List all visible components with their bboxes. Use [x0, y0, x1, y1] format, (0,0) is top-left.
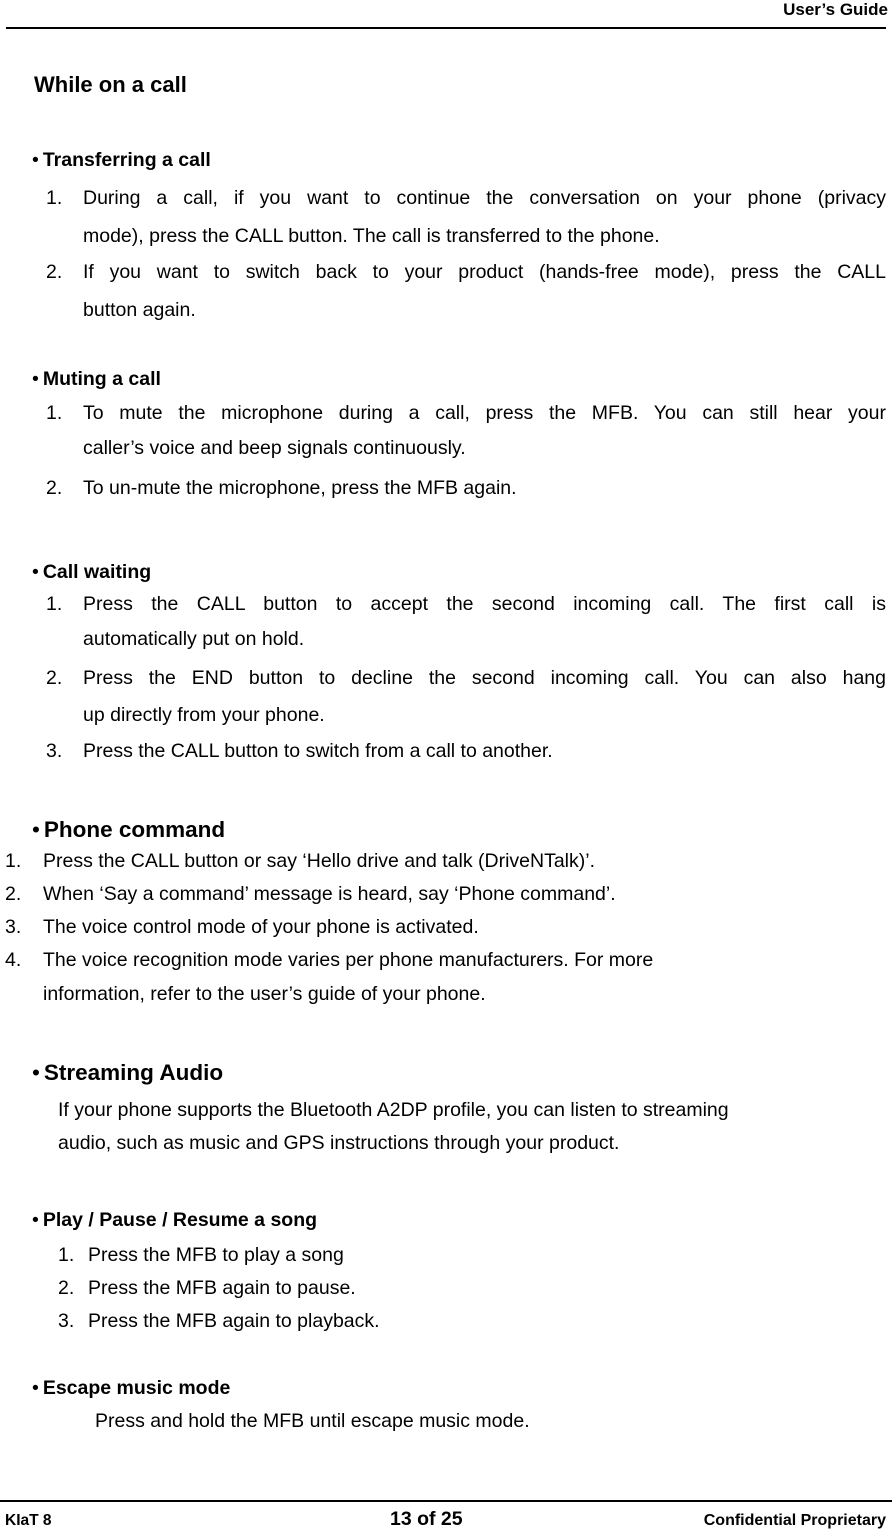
section-title-text: Call waiting [42, 561, 152, 583]
list-item-line: When ‘Say a command’ message is heard, say ‘Phone command’. [43, 883, 616, 905]
list-item-line: Press the MFB again to pause. [88, 1277, 356, 1299]
list-item-line: If you want to switch back to your product (hands-free mode), press the CALL [83, 261, 886, 283]
list-number: 2. [5, 883, 22, 905]
list-item-line: The voice recognition mode varies per phone manufacturers. For more [43, 949, 654, 971]
list-item-line: The voice control mode of your phone is activated. [43, 916, 479, 938]
list-number: 4. [5, 949, 22, 971]
list-number: 1. [46, 593, 63, 615]
list-number: 3. [46, 740, 63, 762]
list-number: 3. [5, 916, 22, 938]
bullet: • [32, 1209, 39, 1231]
list-item-line: Press the END button to decline the second incoming call. You can also hang [83, 667, 886, 689]
list-item-line: information, refer to the user’s guide of your phone. [43, 983, 486, 1005]
list-item-line: caller’s voice and beep signals continuously. [83, 437, 466, 459]
list-number: 1. [46, 402, 63, 424]
section-title-text: Escape music mode [42, 1377, 231, 1399]
list-item-line: To un-mute the microphone, press the MFB again. [83, 477, 517, 499]
bullet: • [32, 1060, 40, 1085]
section-title-call-waiting [32, 561, 151, 584]
paragraph-line: Press and hold the MFB until escape music mode. [95, 1410, 530, 1432]
bullet: • [32, 368, 39, 390]
list-number: 2. [46, 477, 63, 499]
list-number: 1. [5, 850, 22, 872]
header-divider [6, 27, 886, 29]
list-item-line: button again. [83, 299, 196, 321]
list-number: 3. [58, 1310, 75, 1332]
page-number: 13 of 25 [390, 1508, 463, 1530]
list-number: 1. [46, 187, 63, 209]
section-title-text: Muting a call [42, 368, 161, 390]
page-title: While on a call [34, 72, 187, 97]
list-item-line: Press the CALL button to switch from a call to another. [83, 740, 553, 762]
list-number: 2. [58, 1277, 75, 1299]
list-item-line: automatically put on hold. [83, 628, 305, 650]
section-title-text: Play / Pause / Resume a song [42, 1209, 318, 1231]
paragraph-line: audio, such as music and GPS instructions through your product. [58, 1132, 620, 1154]
section-title-text: Phone command [43, 817, 226, 842]
section-title-text: Transferring a call [42, 149, 211, 171]
list-item-line: During a call, if you want to continue the conversation on your phone (privacy [83, 187, 886, 209]
header-title: User’s Guide [783, 0, 888, 19]
bullet: • [32, 817, 40, 842]
footer-divider [0, 1500, 892, 1502]
list-item-line: Press the MFB again to playback. [88, 1310, 380, 1332]
list-number: 1. [58, 1244, 75, 1266]
section-title-phone-command [32, 817, 225, 843]
paragraph-line: If your phone supports the Bluetooth A2DP profile, you can listen to streaming [58, 1099, 729, 1121]
list-item-line: up directly from your phone. [83, 704, 325, 726]
section-title-muting [32, 368, 161, 391]
list-item-line: To mute the microphone during a call, press the MFB. You can still hear your [83, 402, 886, 424]
footer-confidential: Confidential Proprietary [703, 1512, 886, 1529]
section-title-transferring [32, 149, 211, 172]
bullet: • [32, 1377, 39, 1399]
bullet: • [32, 561, 39, 583]
footer-model: KIaT 8 [5, 1512, 52, 1529]
section-title-escape-music [32, 1377, 230, 1400]
list-item-line: Press the CALL button or say ‘Hello drive and talk (DriveNTalk)’. [43, 850, 595, 872]
list-item-line: Press the MFB to play a song [88, 1244, 344, 1266]
section-title-streaming-audio [32, 1060, 223, 1086]
bullet: • [32, 149, 39, 171]
section-title-play-pause [32, 1209, 317, 1232]
list-number: 2. [46, 667, 63, 689]
list-number: 2. [46, 261, 63, 283]
list-item-line: Press the CALL button to accept the second incoming call. The first call is [83, 593, 886, 615]
section-title-text: Streaming Audio [43, 1060, 224, 1085]
list-item-line: mode), press the CALL button. The call is transferred to the phone. [83, 225, 660, 247]
